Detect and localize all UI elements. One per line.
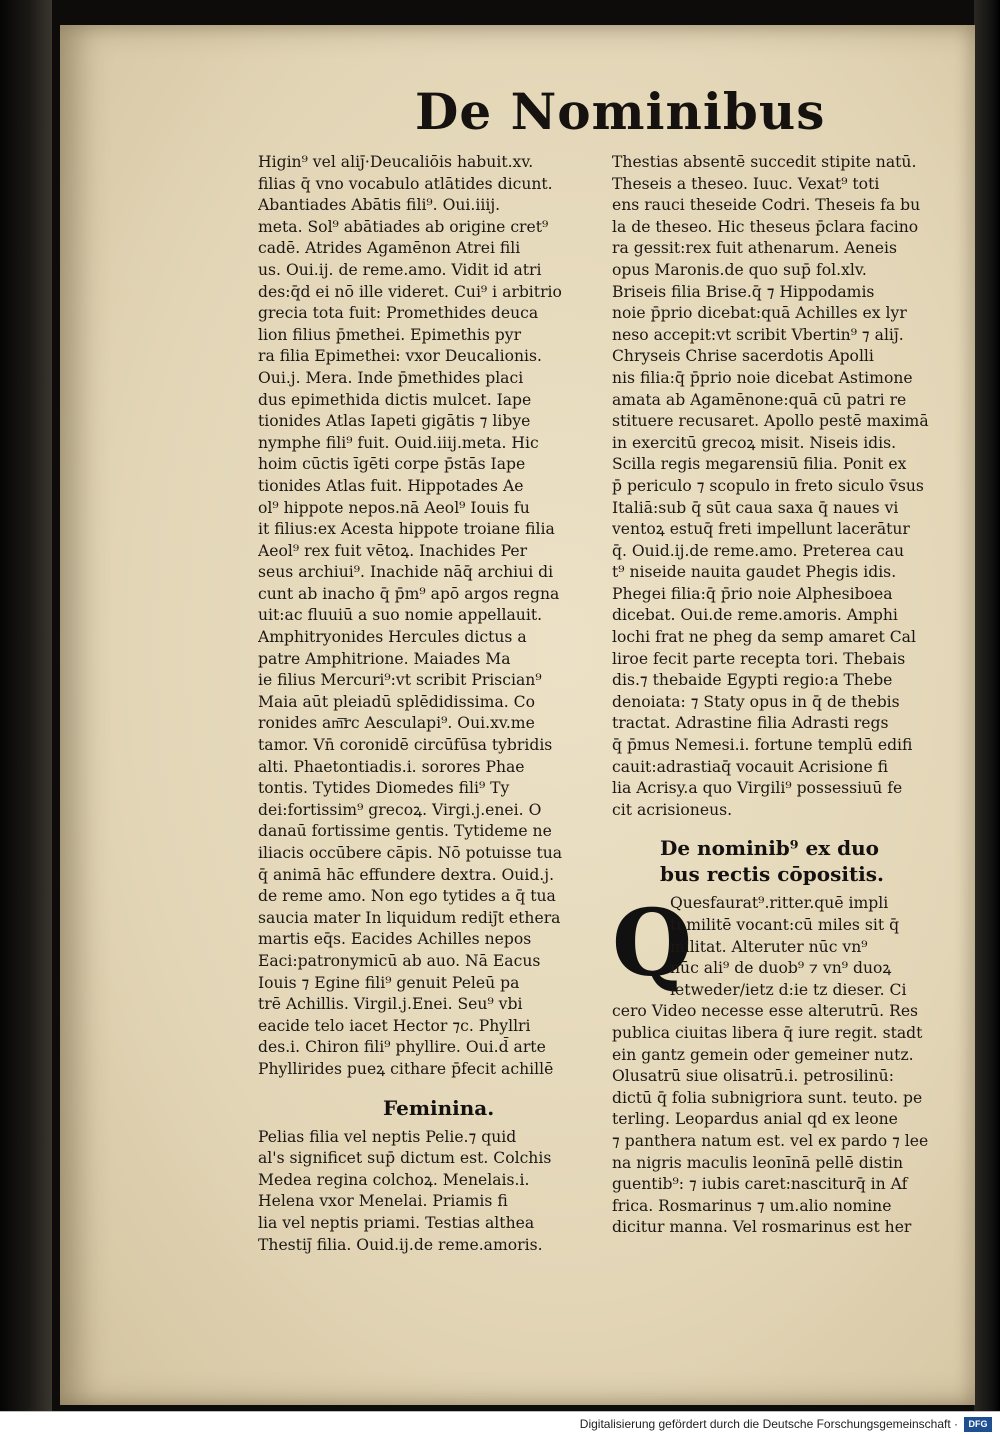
text-line: in exercitū grecoꝝ misit. Niseis idis. [612, 433, 897, 452]
text-line: seus archiui⁹. Inachide nāq̄ archiui di [258, 563, 554, 582]
text-line: Helena vxor Menelai. Priamis fi [258, 1192, 508, 1211]
text-line: nis filia:q̄ p̄prio noie dicebat Astimone [612, 368, 913, 387]
text-line: lochi frat ne pheg da semp amaret Cal [612, 628, 916, 647]
text-line: danaū fortissime gentis. Tytideme ne [258, 822, 552, 841]
text-line: tractat. Adrastine filia Adrasti regs [612, 714, 889, 733]
text-line: cunt ab inacho q̄ p̄m⁹ apō argos regna [258, 584, 560, 603]
text-line: trē Achillis. Virgil.j.Enei. Seu⁹ vbi [258, 995, 523, 1014]
text-line: saucia mater In liquidum rediȷ̄t ethera [258, 908, 561, 927]
text-line: it filius:ex Acesta hippote troiane filia [258, 520, 555, 539]
text-line: tionides Atlas Iapeti gigātis ⁊ libye [258, 412, 531, 431]
text-line: Olusatrū siue olisatrū.i. petrosilinū: [612, 1067, 894, 1086]
text-line: dictū q̄ folia subnigriora sunt. teuto. pe [612, 1088, 923, 1107]
text-line: p̄ periculo ⁊ scopulo in freto siculo v̄sus [612, 476, 924, 495]
page-stack-edge [974, 0, 1000, 1412]
left-column [258, 152, 598, 1256]
text-line: q̄. Ouid.ij.de reme.amo. Preterea cau [612, 541, 905, 560]
text-line: Eaci:patronymicū ab auo. Nā Eacus [258, 951, 541, 970]
text-line: Thestias absentē succedit stipite natū. [612, 153, 917, 171]
left-column-body [258, 152, 598, 1081]
text-line: stituere recusaret. Apollo pestē maximā [612, 412, 929, 431]
text-line: nymphe fili⁹ fuit. Ouid.iiij.meta. Hic [258, 433, 539, 452]
section-heading-line: De nominib⁹ ex duo [660, 836, 879, 861]
text-line: ventoꝝ estuq̄ freti impellunt lacerātur [612, 520, 910, 539]
drop-initial: Q [612, 889, 693, 998]
book-spine-edge [0, 0, 52, 1412]
text-line: tontis. Tytides Diomedes fili⁹ Ty [258, 779, 510, 798]
text-line: dus epimethida dictis mulcet. Iape [258, 390, 532, 409]
text-line: opus Maronis.de quo sup̄ fol.xlv. [612, 260, 867, 279]
text-line: la de theseo. Hic theseus p̄clara facino [612, 217, 919, 236]
text-line: ⁊ panthera natum est. vel ex pardo ⁊ lee [612, 1131, 929, 1150]
text-line: neso accepit:vt scribit Vbertin⁹ ⁊ aliȷ̄. [612, 325, 904, 344]
text-line: frica. Rosmarinus ⁊ um.alio nomine [612, 1196, 892, 1215]
text-line: Amphitryonides Hercules dictus a [258, 628, 527, 647]
dfg-logo-icon: DFG [964, 1417, 992, 1432]
text-line: dicebat. Oui.de reme.amoris. Amphi [612, 606, 898, 625]
text-line: q̄ animā hāc effundere dextra. Ouid.j. [258, 865, 555, 884]
text-line: tionides Atlas fuit. Hippotades Ae [258, 476, 524, 495]
text-line: filias q̄ vno vocabulo atlātides dicunt. [258, 174, 553, 193]
text-line: Medea regina colchoꝝ. Menelais.i. [258, 1170, 530, 1189]
text-line: Abantiades Abātis fili⁹. Oui.iiij. [258, 196, 501, 215]
text-line: ein gantz gemein oder gemeiner nutz. [612, 1045, 914, 1064]
text-line: Theseis a theseo. Iuuc. Vexat⁹ toti [612, 174, 880, 193]
text-line: Oui.j. Mera. Inde p̄methides placi [258, 368, 524, 387]
text-line: terling. Leopardus anial qd ex leone [612, 1110, 898, 1129]
text-line: cauit:adrastiaq̄ vocauit Acrisione fi [612, 757, 889, 776]
text-line: Briseis filia Brise.q̄ ⁊ Hippodamis [612, 282, 875, 301]
footer-credit-text: Digitalisierung gefördert durch die Deutsche Forschungsgemeinschaft · [579, 1417, 958, 1431]
text-line: Pelias filia vel neptis Pelie.⁊ quid [258, 1127, 517, 1146]
text-line: Aeol⁹ rex fuit vētoꝝ. Inachides Per [258, 541, 528, 560]
text-line: us. Oui.ij. de reme.amo. Vidit id atri [258, 260, 542, 279]
text-line: liroe fecit parte recepta tori. Thebais [612, 649, 906, 668]
text-line: ol⁹ hippote nepos.nā Aeol⁹ Iouis fu [258, 498, 530, 517]
text-line: ie filius Mercuri⁹:vt scribit Priscian⁹ [258, 671, 542, 690]
text-line: uit:ac fluuiū a suo nomie appellauit. [258, 606, 543, 625]
text-line: eacide telo iacet Hector ⁊c. Phyllri [258, 1016, 531, 1035]
text-line: Phyllirides pueꝝ cithare p̄fecit achillē [258, 1059, 554, 1078]
text-line: Quesfaurat⁹.ritter.quē impli [670, 894, 889, 913]
text-line: amata ab Agamēnone:quā cū patri re [612, 390, 907, 409]
text-line: nūc ali⁹ de duob⁹ ⁊ vn⁹ duoꝝ [670, 959, 892, 978]
text-line: publica ciuitas libera q̄ iure regit. stadt [612, 1023, 923, 1042]
text-line: Phegei filia:q̄ p̄rio noie Alphesiboea [612, 584, 893, 603]
text-line: ronides am͞rc Aesculapi⁹. Oui.xv.me [258, 714, 535, 733]
text-line: ietweder/ietz d:ie tz dieser. Ci [670, 980, 907, 999]
text-line: denoiata: ⁊ Staty opus in q̄ de thebis [612, 692, 900, 711]
text-line: des:q̄d ei nō ille videret. Cui⁹ i arbitrio [258, 282, 562, 301]
text-line: meta. Sol⁹ abātiades ab origine cret⁹ [258, 217, 549, 236]
text-line: Chryseis Chrise sacerdotis Apolli [612, 347, 874, 366]
section-heading-line: bus rectis cōpositis. [660, 862, 885, 887]
right-column [612, 152, 952, 1239]
text-line: Italiā:sub q̄ sūt caua saxa q̄ naues vi [612, 498, 899, 517]
text-line: t⁹ niseide nauita gaudet Phegis idis. [612, 563, 897, 582]
text-line: dei:fortissim⁹ grecoꝝ. Virgi.j.enei. O [258, 800, 542, 819]
text-line: ens rauci theseide Codri. Theseis fa bu [612, 196, 921, 215]
text-line: na nigris maculis leonīnā pellē distin [612, 1153, 904, 1172]
text-line: ra gessit:rex fuit athenarum. Aeneis [612, 239, 898, 258]
text-line: noie p̄prio dicebat:quā Achilles ex lyr [612, 304, 907, 323]
text-line: Iouis ⁊ Egine fili⁹ genuit Peleū pa [258, 973, 520, 992]
text-line: des.i. Chiron fili⁹ phyllire. Oui.d̄ arte [258, 1038, 546, 1057]
text-line: grecia tota fuit: Promethides deuca [258, 304, 539, 323]
text-line: Scilla regis megarensiū filia. Ponit ex [612, 455, 907, 474]
text-line: ti militē vocant:cū miles sit q̄ [670, 916, 900, 934]
text-line: de reme amo. Non ego tytides a q̄ tua [258, 887, 556, 906]
section-heading-feminina: Feminina. [383, 1095, 495, 1120]
text-line: cero Video necesse esse alterutrū. Res [612, 1002, 919, 1021]
text-line: patre Amphitrione. Maiades Ma [258, 649, 511, 668]
text-line: Maia aūt pleiadū splēdidissima. Co [258, 692, 535, 711]
text-line: cit acrisioneus. [612, 800, 733, 819]
page-title: De Nominibus [415, 82, 826, 141]
text-line: martis eq̄s. Eacides Achilles nepos [258, 930, 532, 949]
text-line: dis.⁊ thebaide Egypti regio:a Thebe [612, 671, 893, 690]
text-line: lia vel neptis priami. Testias althea [258, 1213, 535, 1232]
text-line: guentib⁹: ⁊ iubis caret:nasciturq̄ in Af [612, 1175, 908, 1194]
text-line: alti. Phaetontiadis.i. sorores Phae [258, 757, 525, 776]
text-line: cadē. Atrides Agamēnon Atrei fili [258, 239, 521, 258]
text-line: lion filius p̄methei. Epimethis pyr [258, 325, 522, 344]
text-line: tamor. Vn̄ coronidē circūfūsa tybridis [258, 736, 553, 755]
text-line: militat. Alteruter nūc vn⁹ [670, 937, 868, 956]
text-line: al's significet sup̄ dictum est. Colchis [258, 1149, 552, 1168]
text-line: ra filia Epimethei: vxor Deucalionis. [258, 347, 542, 366]
digitization-footer [0, 1411, 1000, 1435]
text-line: hoim cūctis īgēti corpe p̄stās Iape [258, 455, 526, 474]
left-column-body-after [258, 1127, 598, 1257]
section-heading-compound-nouns [660, 835, 952, 887]
text-line: lia Acrisy.a quo Virgili⁹ possessiuū fe [612, 779, 903, 798]
text-line: Higin⁹ vel aliȷ̄·Deucaliōis habuit.xv. [258, 153, 534, 171]
text-line: q̄ p̄mus Nemesi.i. fortune templū edifi [612, 736, 913, 755]
text-line: Thestiȷ̄ filia. Ouid.ij.de reme.amoris. [258, 1235, 543, 1254]
right-column-body-after [612, 889, 952, 1239]
text-line: iliacis occūbere cāpis. Nō potuisse tua [258, 844, 563, 862]
text-line: dicitur manna. Vel rosmarinus est her [612, 1218, 912, 1237]
right-column-body [612, 152, 952, 821]
